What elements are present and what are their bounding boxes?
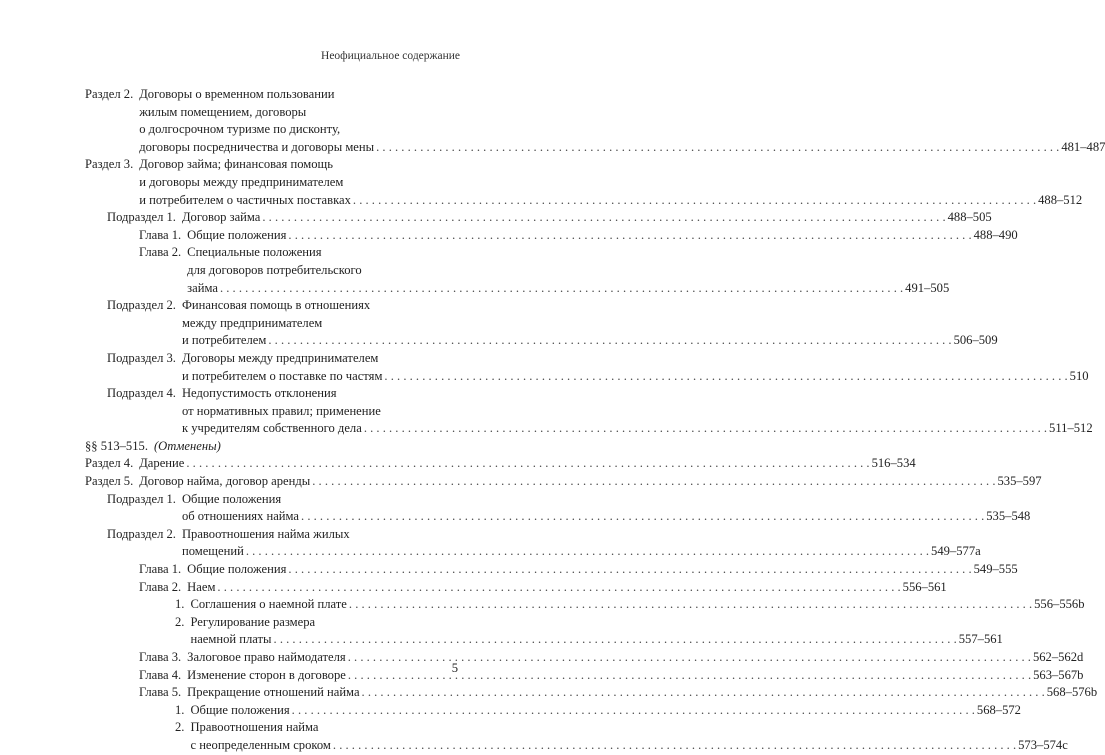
dot-leader (288, 227, 971, 245)
dot-leader (348, 649, 1031, 667)
toc-page-range: 549–577a (931, 544, 981, 559)
toc-page-range: 488–512 (1038, 192, 1083, 207)
toc-entry-label: 2. (175, 720, 185, 735)
toc-entry[interactable] (85, 579, 947, 597)
toc-entry-label: Раздел 5. (85, 474, 134, 489)
toc-entry[interactable] (85, 473, 1042, 491)
running-header: Неофициальное содержание (321, 50, 460, 62)
dot-leader (246, 543, 929, 561)
toc-entry[interactable] (85, 596, 1085, 614)
toc-entry-text: Договоры о временном пользовании (139, 87, 335, 101)
toc-page-range: 562–562d (1032, 650, 1084, 664)
toc-entry[interactable] (85, 438, 445, 456)
toc-entry[interactable] (85, 86, 1105, 156)
toc-entry-text: Правоотношения найма (190, 720, 319, 735)
toc-page-range: 506–509 (953, 333, 998, 348)
dot-leader (349, 596, 1032, 614)
toc-entry-text: наемной платы (190, 632, 272, 647)
toc-page-range: 481–487 (1061, 139, 1105, 154)
toc-entry-text: Договор займа; финансовая помощь (139, 157, 333, 172)
toc-page-range: 549–555 (973, 562, 1018, 577)
toc-page-range: 556–561 (902, 579, 947, 594)
toc-entry[interactable] (85, 244, 950, 297)
toc-entry[interactable] (85, 491, 1031, 526)
toc-entry[interactable] (85, 385, 1093, 438)
toc-entry-text: Договор займа (181, 210, 261, 225)
toc-entry-text: Правоотношения найма жилых (181, 526, 350, 541)
dot-leader (353, 192, 1036, 210)
toc-entry-label: §§ 513–515. (85, 438, 148, 453)
toc-entry-text: Финансовая помощь в отношениях (181, 298, 371, 313)
dot-leader (348, 667, 1031, 685)
toc-entry[interactable] (85, 209, 992, 227)
toc-page-range: 568–576b (1046, 685, 1098, 700)
toc-page-range: 491–505 (905, 280, 950, 295)
toc-entry-label: Подраздел 3. (107, 350, 176, 365)
dot-leader (292, 702, 975, 720)
dot-leader (312, 473, 995, 491)
toc-entry-label: 1. (175, 597, 185, 612)
toc-entry-label: 1. (175, 702, 185, 717)
toc-entry-text: об отношениях найма (181, 509, 300, 524)
toc-entry[interactable] (85, 561, 1018, 579)
toc-entry-label: 2. (175, 614, 185, 629)
toc-entry-label: Подраздел 2. (107, 526, 176, 541)
toc-entry[interactable] (85, 526, 981, 561)
toc-entry-label: Глава 2. (139, 245, 182, 260)
toc-entry-text: для договоров потребительского (187, 262, 362, 277)
dot-leader (376, 139, 1059, 157)
toc-entry-text: (Отменены) (153, 438, 221, 453)
toc-entry-text: с неопределенным сроком (190, 737, 331, 752)
toc-page-range: 568–572 (976, 702, 1021, 717)
toc-entry-text: Договор найма, договор аренды (139, 474, 311, 489)
toc-entry-text: и потребителем о частичных поставках (139, 192, 351, 207)
toc-entry-text: помещений (181, 544, 244, 559)
toc-entry-label: Раздел 4. (85, 456, 134, 471)
dot-leader (217, 579, 900, 597)
toc-entry-label: Раздел 2. (85, 87, 134, 101)
toc-entry-label: Глава 1. (139, 227, 182, 242)
toc-entry-text: Специальные положения (187, 245, 322, 260)
toc-entry[interactable] (85, 667, 1084, 685)
toc-entry-text: Общие положения (187, 227, 287, 242)
toc-entry-text: Наем (187, 579, 216, 594)
toc-entry-label: Глава 3. (139, 650, 182, 664)
toc-page-range: 556–556b (1034, 597, 1085, 612)
toc-entry-text: Соглашения о наемной плате (190, 597, 347, 612)
toc-entry-text: договоры посредничества и договоры мены (139, 139, 375, 154)
dot-leader (220, 280, 903, 298)
toc-entry[interactable] (85, 455, 916, 473)
dot-leader (333, 737, 1016, 755)
toc-entry-text: займа (187, 280, 218, 295)
toc-entry-text: о долгосрочном туризме по дисконту, (139, 122, 341, 137)
toc-entry-text: Залоговое право наймодателя (187, 650, 346, 664)
toc-entry[interactable] (85, 297, 998, 350)
toc-entry[interactable] (85, 614, 1003, 649)
toc-entry-label: Глава 2. (139, 579, 182, 594)
toc-entry-label: Раздел 3. (85, 157, 134, 172)
toc-entry-label: Подраздел 1. (107, 210, 176, 225)
toc-entry-text: и договоры между предпринимателем (139, 174, 344, 189)
dot-leader (268, 332, 951, 350)
toc-page-range: 557–561 (958, 632, 1003, 647)
toc-entry[interactable] (85, 649, 1084, 667)
toc-entry-text: Недопустимость отклонения (181, 386, 337, 401)
table-of-contents (85, 86, 1105, 755)
toc-entry[interactable] (85, 350, 1089, 385)
dot-leader (384, 368, 1067, 386)
toc-entry-text: Общие положения (187, 562, 287, 577)
dot-leader (288, 561, 971, 579)
toc-entry-label: Подраздел 4. (107, 386, 176, 401)
toc-page-range: 510 (1069, 368, 1089, 383)
toc-entry-label: Глава 4. (139, 667, 182, 682)
toc-entry-text: Прекращение отношений найма (187, 685, 360, 700)
toc-page-range: 516–534 (871, 456, 916, 471)
dot-leader (301, 508, 984, 526)
toc-entry[interactable] (85, 719, 1068, 754)
toc-entry-text: от нормативных правил; применение (181, 403, 381, 418)
toc-page-range: 488–490 (973, 227, 1018, 242)
toc-entry-label: Подраздел 2. (107, 298, 176, 313)
toc-page-range: 573–574c (1018, 737, 1068, 752)
page-number: 5 (451, 661, 458, 675)
toc-entry-label: Глава 1. (139, 562, 182, 577)
dot-leader (186, 455, 869, 473)
toc-entry-text: между предпринимателем (181, 315, 323, 330)
toc-entry-text: Изменение сторон в договоре (187, 667, 346, 682)
dot-leader (362, 684, 1045, 702)
toc-entry-label: Глава 5. (139, 685, 182, 700)
toc-entry[interactable] (85, 684, 1098, 702)
dot-leader (262, 209, 945, 227)
toc-entry[interactable] (85, 156, 1083, 209)
toc-entry-label: Подраздел 1. (107, 491, 176, 506)
toc-entry-text: Регулирование размера (190, 614, 316, 629)
dot-leader (274, 631, 957, 649)
toc-page-range: 511–512 (1049, 421, 1093, 436)
toc-entry-text: к учредителям собственного дела (181, 421, 362, 436)
toc-entry-text: Договоры между предпринимателем (181, 350, 379, 365)
toc-entry[interactable] (85, 227, 1018, 245)
toc-entry-text: Дарение (139, 456, 185, 471)
toc-page-range: 488–505 (947, 210, 992, 225)
toc-entry-text: и потребителем о поставке по частям (181, 368, 383, 383)
toc-entry-text: и потребителем (181, 333, 267, 348)
toc-entry-text: Общие положения (181, 491, 282, 506)
toc-page-range: 535–597 (997, 474, 1042, 489)
toc-entry-text: Общие положения (190, 702, 290, 717)
dot-leader (364, 420, 1047, 438)
toc-page-range: 535–548 (986, 509, 1031, 524)
toc-entry-text: жилым помещением, договоры (139, 104, 307, 119)
toc-entry[interactable] (85, 702, 1021, 720)
toc-page-range: 563–567b (1033, 667, 1084, 682)
